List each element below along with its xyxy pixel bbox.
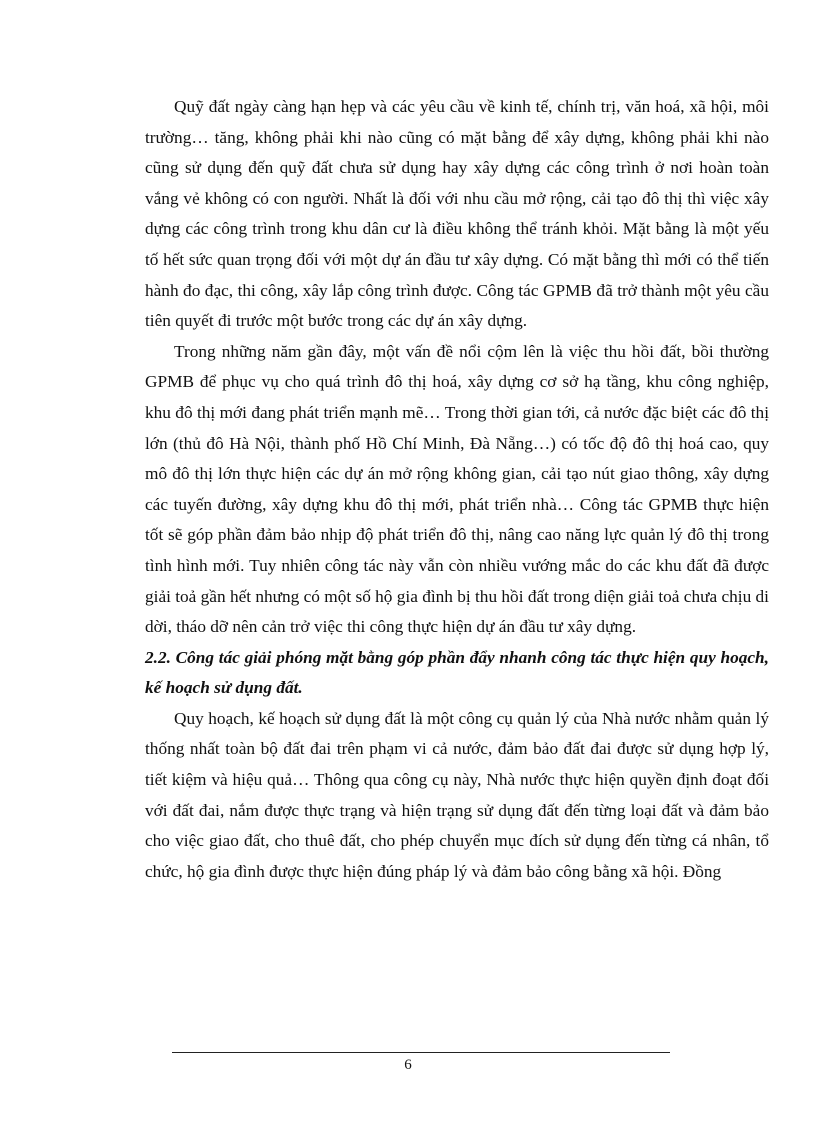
paragraph-land-use-planning: Quy hoạch, kế hoạch sử dụng đất là một công cụ quản lý của Nhà nước nhằm quản lý thống nhất toàn bộ đất đai trên phạm vi cả nước, đảm bảo đất đai được sử dụng hợp lý, tiết kiệm và hiệu quả… Thông qua công cụ này, Nhà nước thực hiện quyền định đoạt đối với đất đai, nắm được thực trạng và hiện trạng sử dụng đất đến từng loại đất và đảm bảo cho việc giao đất, cho thuê đất, cho phép chuyển mục đích sử dụng đến từng cá nhân, tổ chức, hộ gia đình được thực hiện đúng pháp lý và đảm bảo công bằng xã hội. Đồng — [145, 708, 769, 881]
page-body — [145, 92, 769, 887]
section-heading-2-2: 2.2. Công tác giải phóng mặt bằng góp phần đẩy nhanh công tác thực hiện quy hoạch, kế hoạch sử dụng đất. — [145, 647, 769, 698]
paragraph-land-recovery: Trong những năm gần đây, một vấn đề nổi cộm lên là việc thu hồi đất, bồi thường GPMB để phục vụ cho quá trình đô thị hoá, xây dựng cơ sở hạ tầng, khu công nghiệp, khu đô thị mới đang phát triển mạnh mẽ… Trong thời gian tới, cả nước đặc biệt các đô thị lớn (thủ đô Hà Nội, thành phố Hồ Chí Minh, Đà Nẵng…) có tốc độ đô thị hoá cao, quy mô đô thị lớn thực hiện các dự án mở rộng không gian, cải tạo nút giao thông, xây dựng các tuyến đường, xây dựng khu đô thị mới, phát triển nhà… Công tác GPMB thực hiện tốt sẽ góp phần đảm bảo nhịp độ phát triển đô thị, nâng cao năng lực quản lý đô thị trong tình hình mới. Tuy nhiên công tác này vẫn còn nhiều vướng mắc do các khu đất đã được giải toả gần hết nhưng có một số hộ gia đình bị thu hồi đất trong diện giải toả chưa chịu di dời, tháo dỡ nên cản trở việc thi công thực hiện dự án đầu tư xây dựng. — [145, 341, 769, 637]
paragraph-land-fund: Quỹ đất ngày càng hạn hẹp và các yêu cầu về kinh tế, chính trị, văn hoá, xã hội, môi trường… tăng, không phải khi nào cũng có mặt bằng để xây dựng, không phải khi nào cũng sử dụng đến quỹ đất chưa sử dụng hay xây dựng các công trình ở nơi hoàn toàn vắng vẻ không có con người. Nhất là đối với nhu cầu mở rộng, cải tạo đô thị thì việc xây dựng các công trình trong khu dân cư là điều không thể tránh khỏi. Mặt bằng là một yếu tố hết sức quan trọng đối với một dự án đầu tư xây dựng. Có mặt bằng thì mới có thể tiến hành đo đạc, thi công, xây lắp công trình được. Công tác GPMB đã trở thành một yêu cầu tiên quyết đi trước một bước trong các dự án xây dựng. — [145, 97, 769, 331]
page-number: 6 — [404, 1057, 412, 1073]
footer-divider — [172, 1052, 670, 1053]
